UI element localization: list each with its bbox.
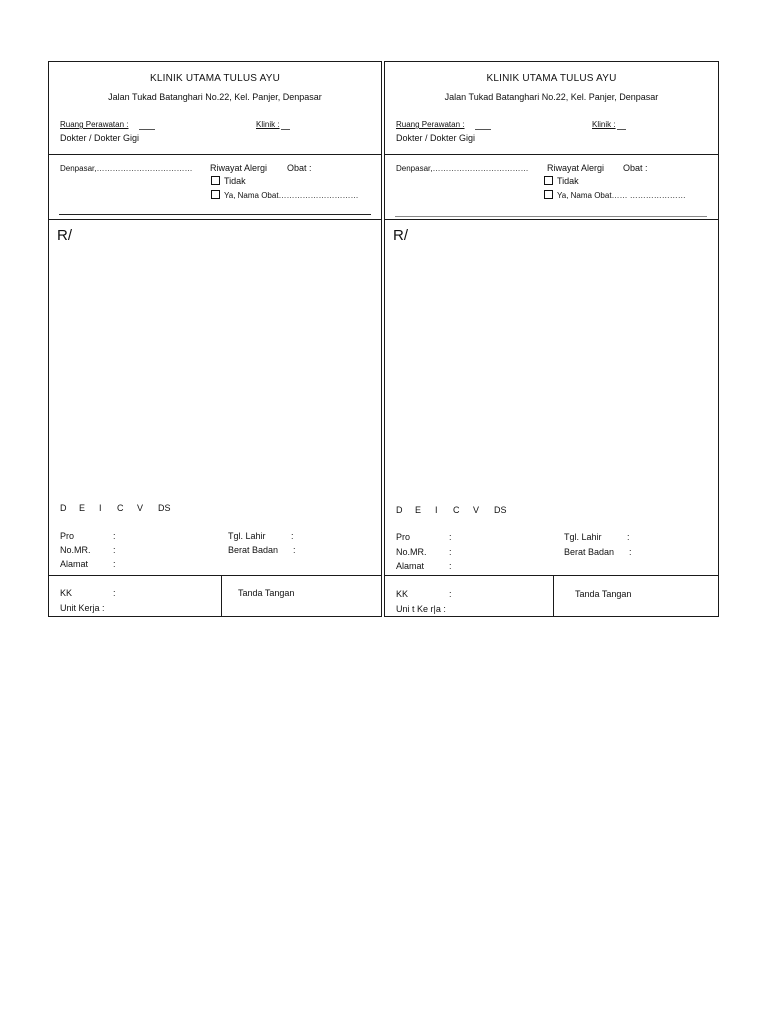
- berat-badan-label: Berat Badan: [228, 545, 279, 555]
- ya-checkbox[interactable]: [544, 190, 553, 199]
- code-v: V: [473, 505, 480, 515]
- tgl-lahir-colon: :: [627, 532, 630, 542]
- tgl-lahir-label: Tgl. Lahir: [228, 531, 266, 541]
- code-d: D: [396, 505, 403, 515]
- rx-symbol: R/: [393, 227, 408, 244]
- dokter-label: Dokter / Dokter Gigi: [396, 133, 476, 143]
- footer-vertical-divider: [553, 575, 554, 617]
- dokter-label: Dokter / Dokter Gigi: [60, 133, 140, 143]
- klinik-label: Klinik :: [592, 120, 616, 129]
- clinic-address: Jalan Tukad Batanghari No.22, Kel. Panjer, Denpasar: [108, 92, 322, 102]
- code-e: E: [79, 503, 86, 513]
- ruang-perawatan-line: [475, 129, 491, 130]
- code-c: C: [117, 503, 124, 513]
- kk-label: KK: [60, 588, 73, 598]
- allergy-line: [59, 214, 371, 215]
- tidak-checkbox[interactable]: [544, 176, 553, 185]
- kk-colon: :: [113, 588, 116, 598]
- ruang-perawatan-line: [139, 129, 155, 130]
- denpasar-date-field[interactable]: Denpasar,………………………………: [396, 164, 529, 173]
- allergy-line: [395, 216, 707, 217]
- alamat-colon: :: [449, 561, 452, 571]
- tidak-option[interactable]: [544, 176, 579, 187]
- obat-label: Obat :: [287, 163, 312, 173]
- tgl-lahir-label: Tgl. Lahir: [564, 532, 602, 542]
- tanda-tangan-label: Tanda Tangan: [238, 588, 295, 598]
- pro-colon: :: [449, 532, 452, 542]
- berat-badan-colon: :: [293, 545, 296, 555]
- denpasar-date-field[interactable]: Denpasar,………………………………: [60, 164, 193, 173]
- klinik-line: [617, 129, 626, 130]
- tidak-checkbox[interactable]: [211, 176, 220, 185]
- ya-checkbox[interactable]: [211, 190, 220, 199]
- tidak-label: Tidak: [557, 176, 579, 186]
- code-i: I: [435, 505, 438, 515]
- pro-label: Pro: [60, 531, 75, 541]
- code-d: D: [60, 503, 67, 513]
- ya-nama-obat-label: Ya, Nama Obat…… …………………: [557, 191, 686, 200]
- riwayat-alergi-label: Riwayat Alergi: [210, 163, 268, 173]
- no-mr-label: No.MR.: [60, 545, 91, 555]
- clinic-address: Jalan Tukad Batanghari No.22, Kel. Panjer, Denpasar: [444, 92, 659, 102]
- no-mr-colon: :: [113, 545, 116, 555]
- deicvds-codes: [60, 503, 171, 514]
- riwayat-alergi-label: Riwayat Alergi: [547, 163, 605, 173]
- tgl-lahir-colon: :: [291, 531, 294, 541]
- alamat-colon: :: [113, 559, 116, 569]
- clinic-name: KLINIK UTAMA TULUS AYU: [486, 73, 617, 84]
- berat-badan-colon: :: [629, 547, 632, 557]
- no-mr-label: No.MR.: [396, 547, 427, 557]
- header-divider: [385, 154, 718, 155]
- code-e: E: [415, 505, 422, 515]
- footer-vertical-divider: [221, 575, 222, 617]
- deicvds-codes: [396, 505, 507, 516]
- code-ds: DS: [158, 503, 171, 513]
- obat-label: Obat :: [623, 163, 648, 173]
- prescription-form-right: [384, 61, 719, 617]
- clinic-name: KLINIK UTAMA TULUS AYU: [150, 73, 280, 84]
- alamat-label: Alamat: [396, 561, 425, 571]
- code-ds: DS: [494, 505, 507, 515]
- ya-nama-obat-label: Ya, Nama Obat…………………………: [224, 191, 359, 200]
- tidak-option[interactable]: [211, 176, 246, 187]
- no-mr-colon: :: [449, 547, 452, 557]
- code-c: C: [453, 505, 460, 515]
- unit-kerja-label: Uni t Ke r|a :: [396, 604, 446, 614]
- footer-divider: [385, 575, 718, 576]
- code-i: I: [99, 503, 102, 513]
- ruang-perawatan-label: Ruang Perawatan :: [396, 120, 465, 129]
- rx-symbol: R/: [57, 227, 72, 244]
- section-divider: [385, 219, 718, 220]
- ruang-perawatan-label: Ruang Perawatan :: [60, 120, 129, 129]
- code-v: V: [137, 503, 144, 513]
- ya-option[interactable]: [211, 190, 359, 201]
- klinik-label: Klinik :: [256, 120, 280, 129]
- prescription-form-left: [48, 61, 382, 617]
- pro-label: Pro: [396, 532, 411, 542]
- pro-colon: :: [113, 531, 116, 541]
- section-divider: [49, 219, 381, 220]
- kk-label: KK: [396, 589, 409, 599]
- klinik-line: [281, 129, 290, 130]
- unit-kerja-label: Unit Kerja :: [60, 603, 105, 613]
- tidak-label: Tidak: [224, 176, 246, 186]
- header-divider: [49, 154, 381, 155]
- footer-divider: [49, 575, 381, 576]
- tanda-tangan-label: Tanda Tangan: [575, 589, 632, 599]
- ya-option[interactable]: [544, 190, 686, 201]
- berat-badan-label: Berat Badan: [564, 547, 615, 557]
- kk-colon: :: [449, 589, 452, 599]
- alamat-label: Alamat: [60, 559, 89, 569]
